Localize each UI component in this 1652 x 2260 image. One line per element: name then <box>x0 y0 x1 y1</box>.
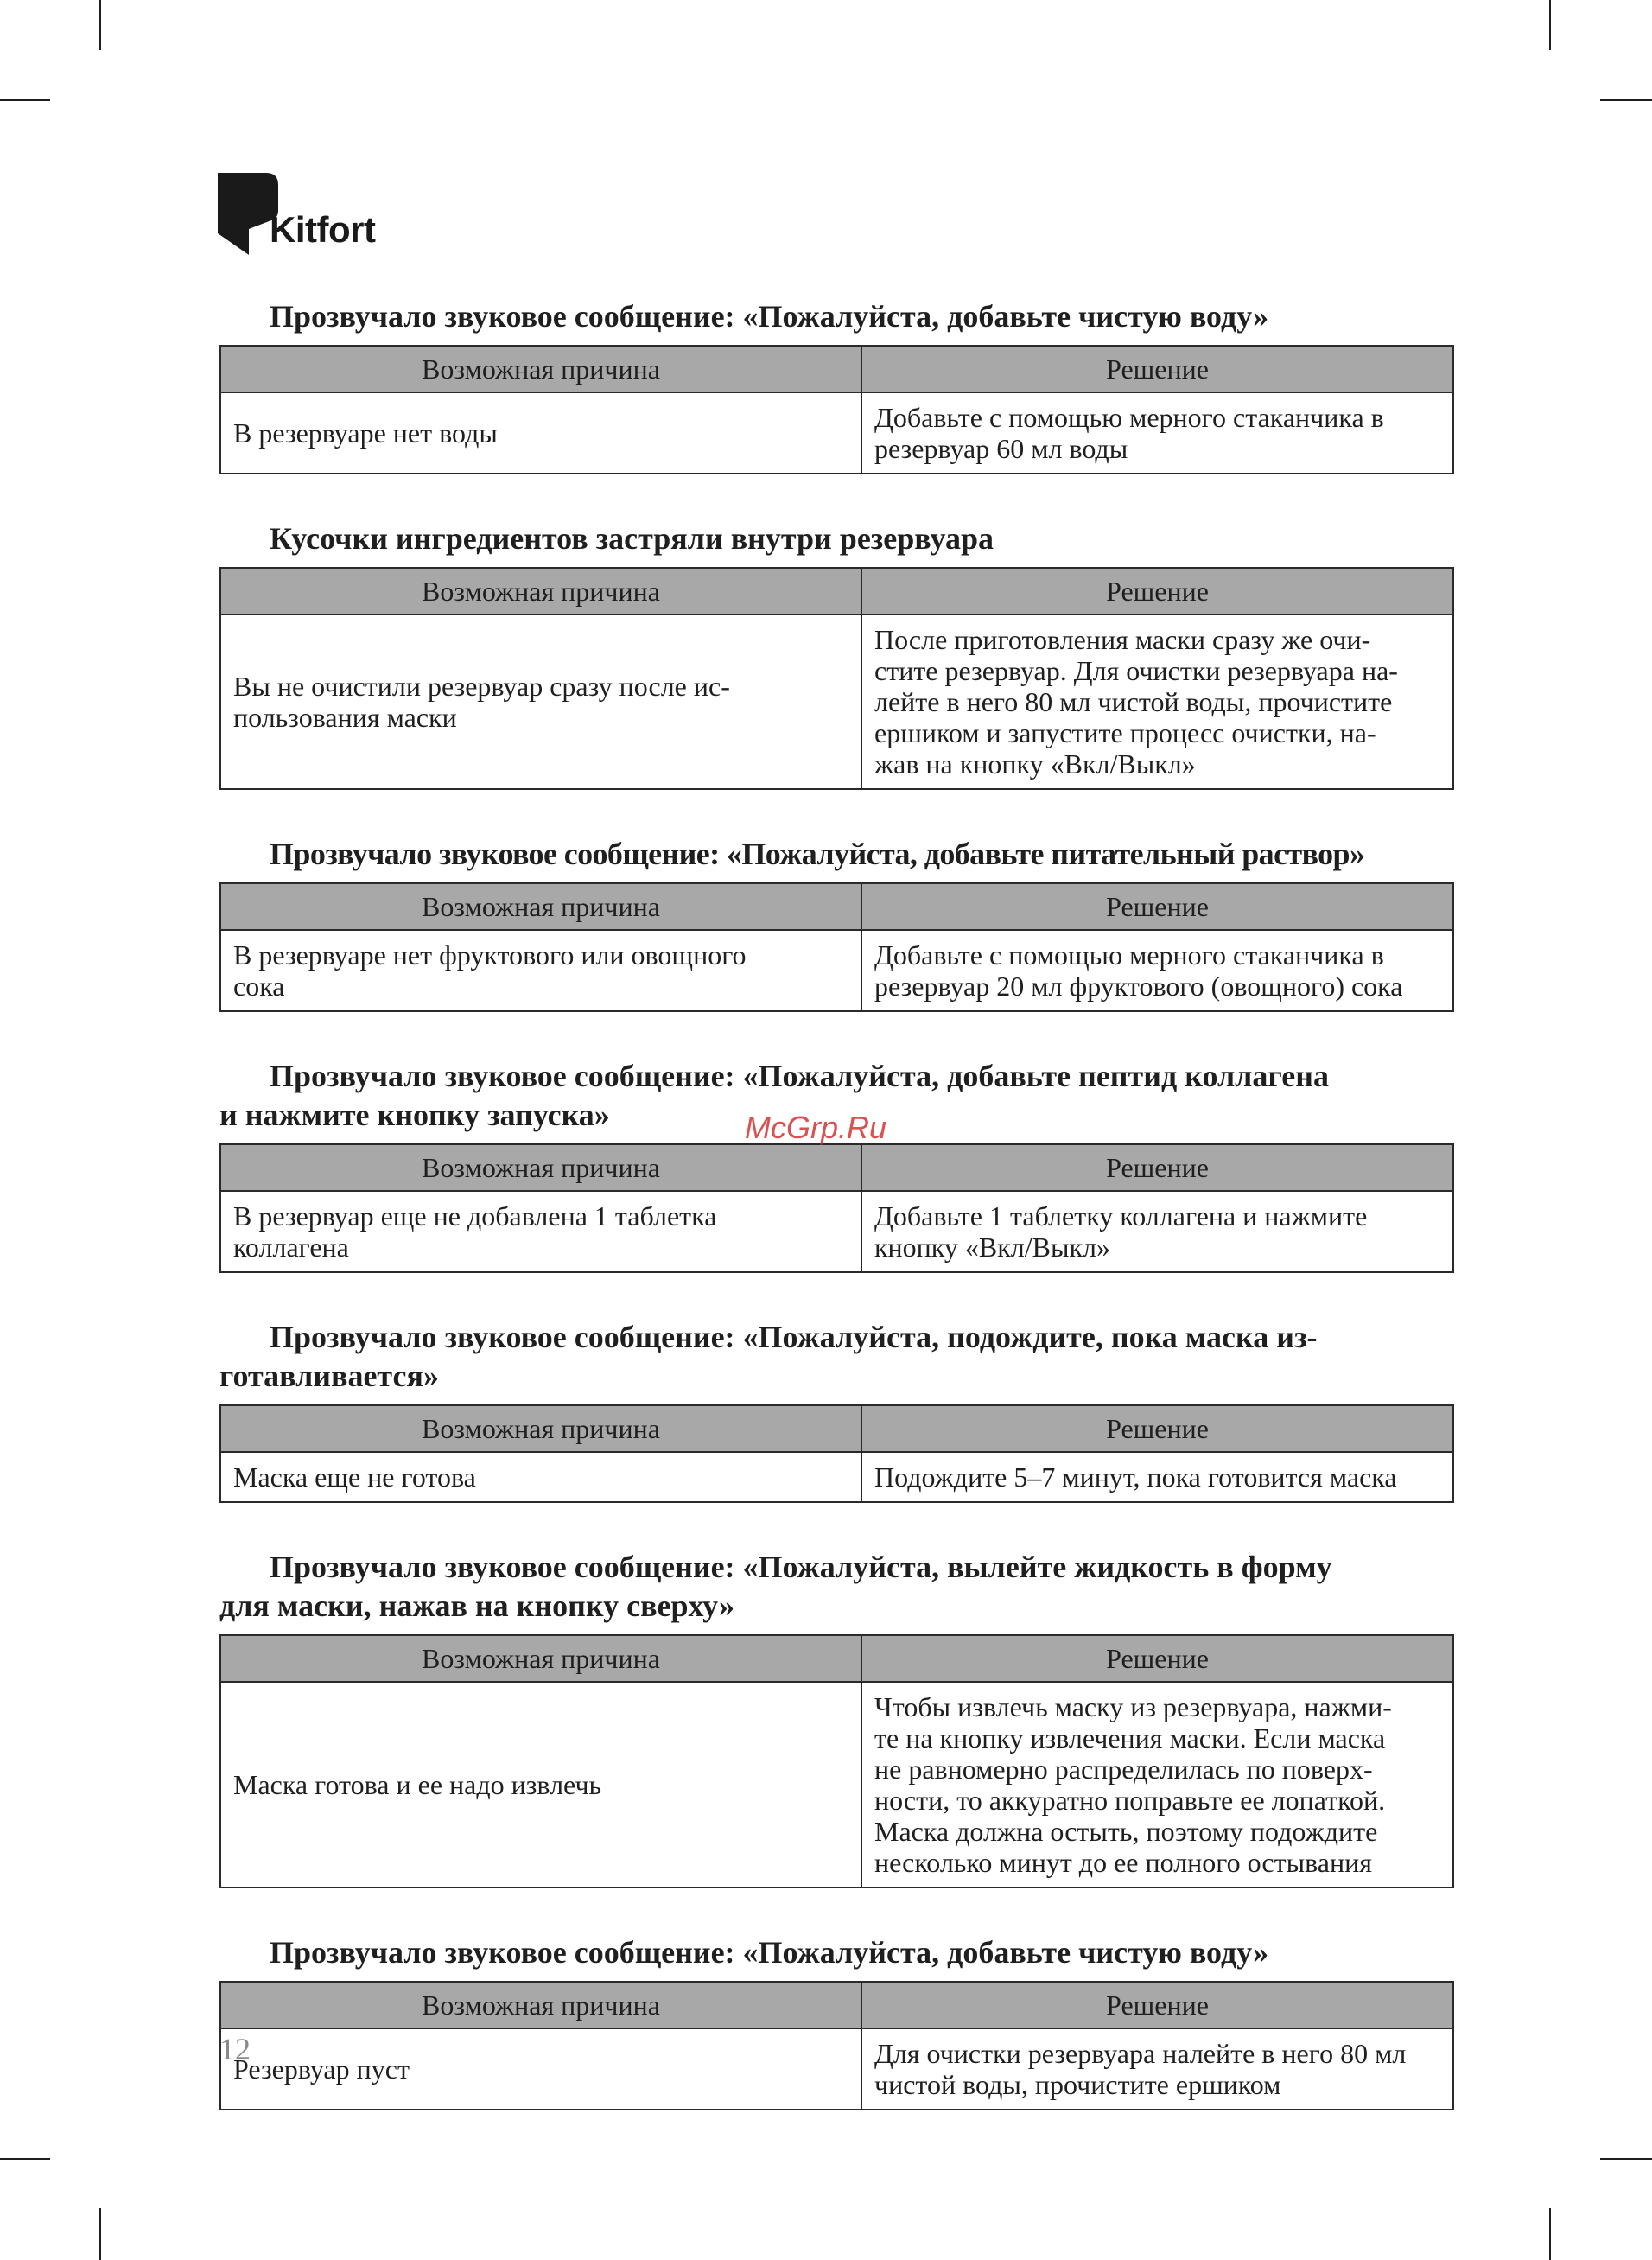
section-heading: Прозвучало звуковое сообщение: «Пожалуйста, добавьте чистую воду» <box>270 1935 1269 1970</box>
header-solution: Решение <box>861 1982 1453 2028</box>
header-solution: Решение <box>861 1144 1453 1191</box>
solution-cell: Добавьте с помощью мерного стаканчика в резервуар 20 мл фруктового (овощного) сока <box>861 930 1453 1011</box>
header-solution: Решение <box>861 883 1453 930</box>
header-solution: Решение <box>861 1405 1453 1452</box>
table-row <box>220 392 1453 474</box>
cause-cell: В резервуар еще не добавлена 1 таблетка коллагена <box>220 1191 861 1272</box>
crop-mark-top-right <box>1549 0 1551 50</box>
troubleshooting-table <box>219 882 1454 1012</box>
crop-mark-top-left <box>99 0 101 50</box>
crop-mark-top-right-h <box>1600 99 1652 101</box>
table-header-row <box>220 1982 1453 2028</box>
cause-cell: В резервуаре нет фруктового или овощного сока <box>220 930 861 1011</box>
section-heading: Прозвучало звуковое сообщение: «Пожалуйста, подождите, пока маска из- готавливается» <box>219 1320 1318 1393</box>
header-solution: Решение <box>861 1635 1453 1682</box>
crop-mark-bottom-right <box>1549 2208 1551 2260</box>
cause-cell: Резервуар пуст <box>220 2028 861 2110</box>
section-wait-mask <box>219 1318 1454 1503</box>
table-row <box>220 1191 1453 1272</box>
section-add-nutrient-solution <box>219 835 1454 1012</box>
table-row <box>220 2028 1453 2110</box>
cause-cell: Маска готова и ее надо извлечь <box>220 1682 861 1888</box>
cause-cell: Маска еще не готова <box>220 1452 861 1502</box>
watermark: McGrp.Ru <box>745 1110 887 1145</box>
troubleshooting-table <box>219 1143 1454 1273</box>
solution-cell: Добавьте с помощью мерного стаканчика в резервуар 60 мл воды <box>861 392 1453 474</box>
section-stuck-ingredients <box>219 519 1454 790</box>
section-add-clean-water <box>219 297 1454 474</box>
troubleshooting-table <box>219 567 1454 790</box>
solution-cell: После приготовления маски сразу же очи- стите резервуар. Для очистки резервуара на- лейте в него 80 мл чистой воды, прочистите ершиком и запустите процесс очистки, на- жав на кнопку «Вкл/Выкл» <box>861 614 1453 789</box>
section-add-collagen <box>219 1057 1454 1273</box>
page-number: 12 <box>219 2032 251 2066</box>
section-heading: Прозвучало звуковое сообщение: «Пожалуйста, добавьте пептид коллагена и нажмите кнопку запуска» <box>219 1059 1329 1132</box>
header-cause: Возможная причина <box>220 568 861 614</box>
crop-mark-top-left-h <box>0 99 50 101</box>
section-heading: Прозвучало звуковое сообщение: «Пожалуйста, добавьте питательный раствор» <box>270 837 1365 871</box>
header-solution: Решение <box>861 346 1453 392</box>
section-add-clean-water-empty <box>219 1933 1454 2110</box>
header-cause: Возможная причина <box>220 1635 861 1682</box>
section-heading: Кусочки ингредиентов застряли внутри резервуара <box>270 521 994 556</box>
solution-cell: Для очистки резервуара налейте в него 80 мл чистой воды, прочистите ершиком <box>861 2028 1453 2110</box>
table-header-row <box>220 1144 1453 1191</box>
logo-text: Kitfort <box>270 209 376 250</box>
solution-cell: Добавьте 1 таблетку коллагена и нажмите кнопку «Вкл/Выкл» <box>861 1191 1453 1272</box>
cause-cell: Вы не очистили резервуар сразу после ис- пользования маски <box>220 614 861 789</box>
troubleshooting-content <box>219 297 1454 2155</box>
table-header-row <box>220 346 1453 392</box>
troubleshooting-table <box>219 1981 1454 2110</box>
solution-cell: Чтобы извлечь маску из резервуара, нажми- те на кнопку извлечения маски. Если маска не равномерно распределилась по поверх- ности, то аккуратно поправьте ее лопаткой. Маска должна остыть, поэтому подождите несколько минут до ее полного остывания <box>861 1682 1453 1888</box>
section-heading: Прозвучало звуковое сообщение: «Пожалуйста, добавьте чистую воду» <box>270 299 1269 334</box>
troubleshooting-table <box>219 1634 1454 1888</box>
table-header-row <box>220 568 1453 614</box>
crop-mark-bottom-right-h <box>1600 2158 1652 2160</box>
kitfort-logo <box>218 173 477 255</box>
crop-mark-bottom-left-h <box>0 2158 50 2160</box>
table-header-row <box>220 883 1453 930</box>
table-header-row <box>220 1635 1453 1682</box>
header-cause: Возможная причина <box>220 1405 861 1452</box>
section-pour-liquid <box>219 1548 1454 1888</box>
table-row <box>220 930 1453 1011</box>
section-heading: Прозвучало звуковое сообщение: «Пожалуйста, вылейте жидкость в форму для маски, нажав на кнопку сверху» <box>219 1550 1332 1623</box>
table-header-row <box>220 1405 1453 1452</box>
header-cause: Возможная причина <box>220 883 861 930</box>
header-solution: Решение <box>861 568 1453 614</box>
troubleshooting-table <box>219 1404 1454 1503</box>
header-cause: Возможная причина <box>220 1144 861 1191</box>
troubleshooting-table <box>219 345 1454 474</box>
solution-cell: Подождите 5–7 минут, пока готовится маска <box>861 1452 1453 1502</box>
cause-cell: В резервуаре нет воды <box>220 392 861 474</box>
header-cause: Возможная причина <box>220 1982 861 2028</box>
table-row <box>220 1682 1453 1888</box>
table-row <box>220 1452 1453 1502</box>
header-cause: Возможная причина <box>220 346 861 392</box>
crop-mark-bottom-left <box>99 2208 101 2260</box>
table-row <box>220 614 1453 789</box>
